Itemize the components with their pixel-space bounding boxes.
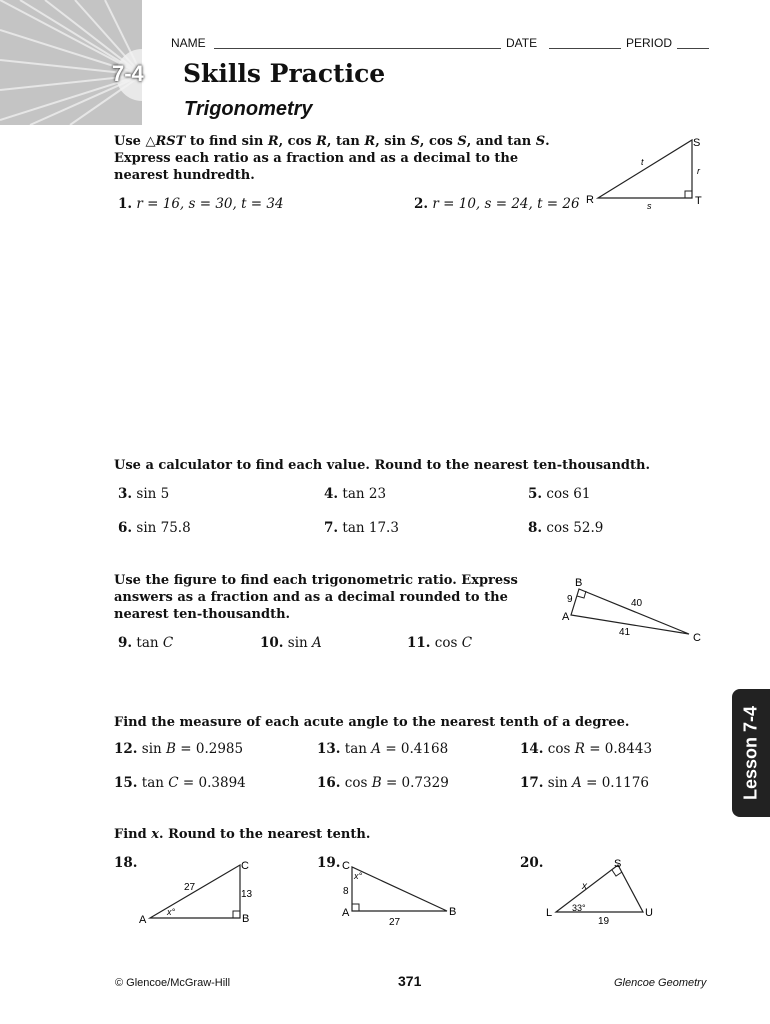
hyp-18: 27	[184, 882, 196, 893]
vertex-b-19: B	[449, 906, 457, 918]
vertex-c-18: C	[241, 860, 249, 872]
section5-instructions: Find x. Round to the nearest tenth.	[114, 827, 371, 842]
footer-book-title: Glencoe Geometry	[614, 977, 707, 989]
problem-12: 12. sin B = 0.2985	[114, 741, 244, 757]
leg2-19: 27	[389, 917, 401, 928]
section3-instructions: Use the figure to find each trigonometric ratio. Express answers as a fraction and as a decimal rounded to the nearest ten-thousandth.	[114, 573, 518, 622]
problem-9: 9. tan C	[118, 635, 174, 651]
problem-11: 11. cos C	[407, 635, 473, 651]
date-line[interactable]	[549, 48, 621, 49]
page-number: 371	[398, 973, 422, 989]
side-x-20: x	[582, 881, 587, 892]
triangle-20-figure	[538, 855, 668, 930]
problem-15: 15. tan C = 0.3894	[114, 775, 246, 791]
vertex-u-20: U	[645, 907, 653, 919]
side-bc: 40	[631, 598, 643, 609]
section2-instructions: Use a calculator to find each value. Round to the nearest ten-thousandth.	[114, 458, 650, 473]
problem-7: 7. tan 17.3	[324, 520, 399, 536]
vertex-s-20: S	[614, 858, 622, 870]
angle-18: x°	[167, 907, 176, 917]
side-t: t	[641, 157, 644, 167]
vertex-c: C	[693, 632, 701, 644]
problem-14: 14. cos R = 0.8443	[520, 741, 653, 757]
angle-19: x°	[354, 871, 363, 881]
vertex-a: A	[562, 611, 570, 623]
problem-19-number: 19.	[317, 855, 341, 871]
lesson-side-tab	[732, 689, 770, 817]
section1-instructions: Use △RST to find sin R, cos R, tan R, sin S, cos S, and tan S. Express each ratio as a fraction and as a decimal to the nearest hundredth.	[114, 134, 550, 183]
problem-8: 8. cos 52.9	[528, 520, 604, 536]
period-label: PERIOD	[626, 36, 673, 50]
lesson-tab-label: Lesson 7-4	[740, 705, 761, 801]
page-title: Skills Practice	[183, 59, 386, 88]
vertex-a-19: A	[342, 907, 350, 919]
hyp-20: 19	[598, 916, 610, 927]
problem-18-number: 18.	[114, 855, 138, 871]
leg1-19: 8	[343, 886, 349, 897]
leg-18: 13	[241, 889, 253, 900]
page-subtitle: Trigonometry	[184, 98, 313, 120]
side-s: s	[647, 201, 652, 211]
period-line[interactable]	[677, 48, 709, 49]
triangle-19-figure	[335, 855, 470, 935]
name-line[interactable]	[214, 48, 501, 49]
triangle-rst-figure	[580, 130, 710, 215]
problem-3: 3. sin 5	[118, 486, 170, 502]
problem-20-number: 20.	[520, 855, 544, 871]
section4-instructions: Find the measure of each acute angle to the nearest tenth of a degree.	[114, 715, 630, 730]
problem-6: 6. sin 75.8	[118, 520, 191, 536]
vertex-c-19: C	[342, 860, 350, 872]
vertex-a-18: A	[139, 914, 147, 926]
problem-17: 17. sin A = 0.1176	[520, 775, 649, 791]
triangle-18-figure	[130, 855, 260, 930]
problem-5: 5. cos 61	[528, 486, 591, 502]
side-r: r	[697, 166, 700, 176]
vertex-b: B	[575, 577, 583, 589]
lesson-number: 7-4	[112, 61, 144, 86]
problem-2: 2. r = 10, s = 24, t = 26	[414, 196, 580, 212]
vertex-t: T	[695, 195, 702, 207]
angle-20: 33°	[572, 903, 586, 913]
vertex-s: S	[693, 137, 701, 149]
problem-1: 1. r = 16, s = 30, t = 34	[118, 196, 284, 212]
problem-10: 10. sin A	[260, 635, 322, 651]
vertex-r: R	[586, 194, 594, 206]
side-ac: 41	[619, 627, 631, 638]
triangle-abc-figure	[555, 575, 715, 650]
problem-13: 13. tan A = 0.4168	[317, 741, 449, 757]
problem-16: 16. cos B = 0.7329	[317, 775, 449, 791]
side-ab: 9	[567, 594, 573, 605]
problem-4: 4. tan 23	[324, 486, 387, 502]
vertex-l-20: L	[546, 907, 553, 919]
name-label: NAME	[171, 36, 206, 50]
date-label: DATE	[506, 36, 538, 50]
footer-copyright: © Glencoe/McGraw-Hill	[115, 977, 231, 989]
vertex-b-18: B	[242, 913, 250, 925]
